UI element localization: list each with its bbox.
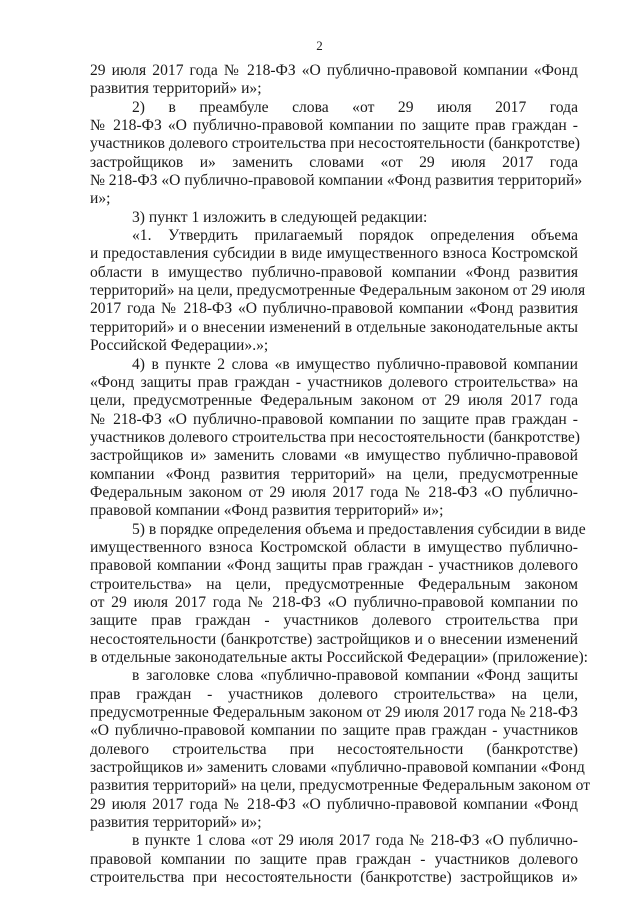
text-line: Федеральным законом от 29 июля 2017 года № 218-ФЗ «О публично- bbox=[90, 483, 578, 501]
text-line: компании «Фонд развития территорий» на цели, предусмотренные bbox=[90, 465, 578, 483]
paragraph-continuation bbox=[90, 62, 578, 99]
paragraph-item-5-cont bbox=[90, 538, 588, 667]
text-line: защите прав граждан - участников долевого строительства при bbox=[90, 612, 578, 630]
paragraph-item-2-cont bbox=[90, 117, 583, 209]
text-line: развития территорий» на цели, предусмотренные Федеральным законом от bbox=[90, 777, 591, 795]
text-line: от 29 июля 2017 года № 218-ФЗ «О публично-правовой компании по bbox=[90, 593, 578, 611]
text-line: территорий» и о внесении изменений в отдельные законодательные акты bbox=[90, 318, 578, 336]
text-line: развития территорий» и»; bbox=[90, 814, 262, 832]
text-line: несостоятельности (банкротстве) застройщиков и о внесении изменений bbox=[90, 630, 578, 648]
paragraph-point-1 bbox=[90, 832, 578, 850]
text-line: 2017 года № 218-ФЗ «О публично-правовой компании «Фонд развития bbox=[90, 300, 578, 318]
text-line: имущественного взноса Костромской области в имущество публично- bbox=[90, 538, 578, 556]
text-line: в заголовке слова «публично-правовой компании «Фонд защиты bbox=[132, 667, 578, 685]
text-line: строительства» на цели, предусмотренные Федеральным законом bbox=[90, 575, 578, 593]
text-line: правовой компании «Фонд развития территорий» и»; bbox=[90, 502, 444, 520]
text-line: 4) в пункте 2 слова «в имущество публично-правовой компании bbox=[132, 355, 578, 373]
text-line: цели, предусмотренные Федеральным законом от 29 июля 2017 года bbox=[90, 392, 578, 410]
text-line: предусмотренные Федеральным законом от 29 июля 2017 года № 218-ФЗ bbox=[90, 704, 578, 722]
text-line: участников долевого строительства при несостоятельности (банкротстве) bbox=[90, 428, 580, 446]
text-line: «1. Утвердить прилагаемый порядок определения объема bbox=[132, 227, 578, 245]
text-line: правовой компании «Фонд защиты прав граждан - участников долевого bbox=[90, 557, 578, 575]
paragraph-item-5 bbox=[90, 520, 586, 539]
paragraph-item-4 bbox=[90, 356, 578, 374]
text-line: № 218-ФЗ «О публично-правовой компании «Фонд развития территорий» bbox=[90, 172, 583, 190]
paragraph-title-change bbox=[90, 667, 578, 685]
paragraph-item-3 bbox=[90, 209, 578, 227]
text-line: «Фонд защиты прав граждан - участников долевого строительства» на bbox=[90, 373, 578, 391]
paragraph-quote-1-cont bbox=[90, 245, 586, 355]
text-line: застройщиков и» заменить словами «публично-правовой компании «Фонд bbox=[90, 759, 585, 777]
text-line: и»; bbox=[90, 190, 111, 208]
text-line: участников долевого строительства при несостоятельности (банкротстве) bbox=[90, 135, 580, 153]
paragraph-point-1-cont bbox=[90, 851, 578, 888]
text-line: «О публично-правовой компании по защите прав граждан - участников bbox=[90, 722, 578, 740]
text-line: развития территорий» и»; bbox=[90, 80, 262, 98]
paragraph-item-2 bbox=[90, 99, 578, 117]
text-line: в пункте 1 слова «от 29 июля 2017 года № 218-ФЗ «О публично- bbox=[132, 832, 578, 850]
text-line: строительства при несостоятельности (банкротстве) застройщиков и» bbox=[90, 869, 578, 887]
text-line: 29 июля 2017 года № 218-ФЗ «О публично-правовой компании «Фонд bbox=[90, 62, 578, 79]
text-line: № 218-ФЗ «О публично-правовой компании по защите прав граждан - bbox=[90, 117, 578, 135]
page-number: 2 bbox=[316, 38, 323, 53]
text-line: прав граждан - участников долевого строительства» на цели, bbox=[90, 685, 578, 703]
text-line: и предоставления субсидии в виде имущественного взноса Костромской bbox=[90, 245, 578, 263]
text-line: застройщиков и» заменить словами «в имущество публично-правовой bbox=[90, 447, 578, 465]
document-body bbox=[90, 62, 591, 887]
text-line: правовой компании по защите прав граждан - участников долевого bbox=[90, 850, 578, 868]
text-line: 2) в преамбуле слова «от 29 июля 2017 года bbox=[132, 98, 578, 116]
text-line: 3) пункт 1 изложить в следующей редакции: bbox=[132, 208, 428, 226]
paragraph-title-change-cont bbox=[90, 685, 591, 833]
text-line: территорий» на цели, предусмотренные Федеральным законом от 29 июля bbox=[90, 282, 586, 300]
text-line: 29 июля 2017 года № 218-ФЗ «О публично-правовой компании «Фонд bbox=[90, 795, 578, 813]
text-line: 5) в порядке определения объема и предоставления субсидии в виде bbox=[132, 520, 586, 538]
text-line: № 218-ФЗ «О публично-правовой компании по защите прав граждан - bbox=[90, 410, 578, 428]
text-line: Российской Федерации».»; bbox=[90, 337, 269, 355]
text-line: области в имущество публично-правовой компании «Фонд развития bbox=[90, 263, 578, 281]
text-line: застройщиков и» заменить словами «от 29 июля 2017 года bbox=[90, 153, 578, 171]
text-line: долевого строительства при несостоятельности (банкротстве) bbox=[90, 740, 578, 758]
paragraph-quote-1 bbox=[90, 227, 578, 245]
text-line: в отдельные законодательные акты Российской Федерации» (приложение): bbox=[90, 649, 588, 666]
paragraph-item-4-cont bbox=[90, 374, 578, 521]
